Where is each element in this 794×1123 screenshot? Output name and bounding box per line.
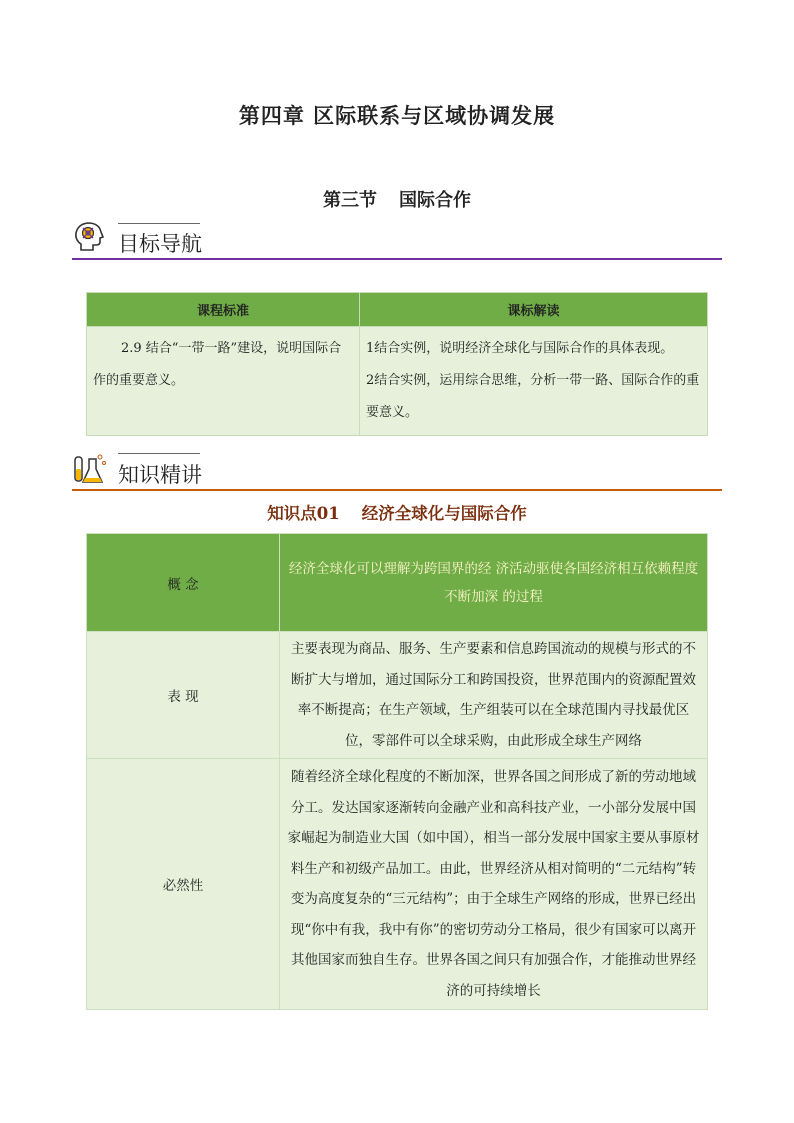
- header-top-line: [118, 453, 200, 454]
- chapter-title: 第四章 区际联系与区域协调发展: [238, 103, 556, 128]
- row-label: 概 念: [87, 534, 280, 632]
- header-rule: [72, 258, 722, 260]
- interpretation-item: 1结合实例，说明经济全球化与国际合作的具体表现。: [366, 341, 674, 356]
- header-label: 目标导航: [118, 232, 202, 256]
- lab-flask-icon: [72, 451, 108, 487]
- table-row: [87, 632, 708, 759]
- header-rule: [72, 489, 722, 491]
- column-header: 课标解读: [360, 293, 708, 327]
- standard-text: 2.9 结合“一带一路”建设，说明国际合作的重要意义。: [87, 327, 360, 436]
- interpretation-item: 2结合实例，运用综合思维，分析一带一路、国际合作的重要意义。: [366, 373, 700, 420]
- table-row: [87, 759, 708, 1010]
- section-name: 国际合作: [399, 190, 471, 211]
- head-gear-icon: [72, 220, 108, 256]
- section-title: [0, 186, 794, 212]
- header-label: 知识精讲: [118, 463, 202, 487]
- row-label: 必然性: [87, 759, 280, 1010]
- target-nav-header: [72, 218, 722, 262]
- knowledge-point-number: 知识点01: [267, 504, 340, 523]
- knowledge-point-title: [0, 500, 794, 524]
- column-header: 课程标准: [87, 293, 360, 327]
- table-row: [87, 534, 708, 632]
- row-text: 主要表现为商品、服务、生产要素和信息跨国流动的规模与形式的不断扩大与增加，通过国际分工和跨国投资，世界范围内的资源配置效率不断提高；在生产领域，生产组装可以在全球范围内寻找最优区位，零部件可以全球采购，由此形成全球生产网络: [280, 632, 708, 759]
- section-number: 第三节: [323, 190, 377, 211]
- interpretation-cell: [360, 327, 708, 436]
- knowledge-table: [86, 533, 708, 1010]
- knowledge-header: [72, 447, 722, 493]
- header-top-line: [118, 223, 200, 224]
- knowledge-point-name: 经济全球化与国际合作: [361, 504, 527, 523]
- standards-table: [86, 292, 708, 436]
- row-label: 表 现: [87, 632, 280, 759]
- row-text: 经济全球化可以理解为跨国界的经 济活动驱使各国经济相互依赖程度不断加深 的过程: [280, 534, 708, 632]
- row-text: 随着经济全球化程度的不断加深，世界各国之间形成了新的劳动地域分工。发达国家逐渐转向金融产业和高科技产业，一小部分发展中国家崛起为制造业大国（如中国），相当一部分发展中国家主要从事原材料生产和初级产品加工。由此，世界经济从相对简明的“二元结构”转变为高度复杂的“三元结构”；由于全球生产网络的形成，世界已经出现“你中有我，我中有你”的密切劳动分工格局，很少有国家可以离开其他国家而独自生存。世界各国之间只有加强合作，才能推动世界经济的可持续增长: [280, 759, 708, 1010]
